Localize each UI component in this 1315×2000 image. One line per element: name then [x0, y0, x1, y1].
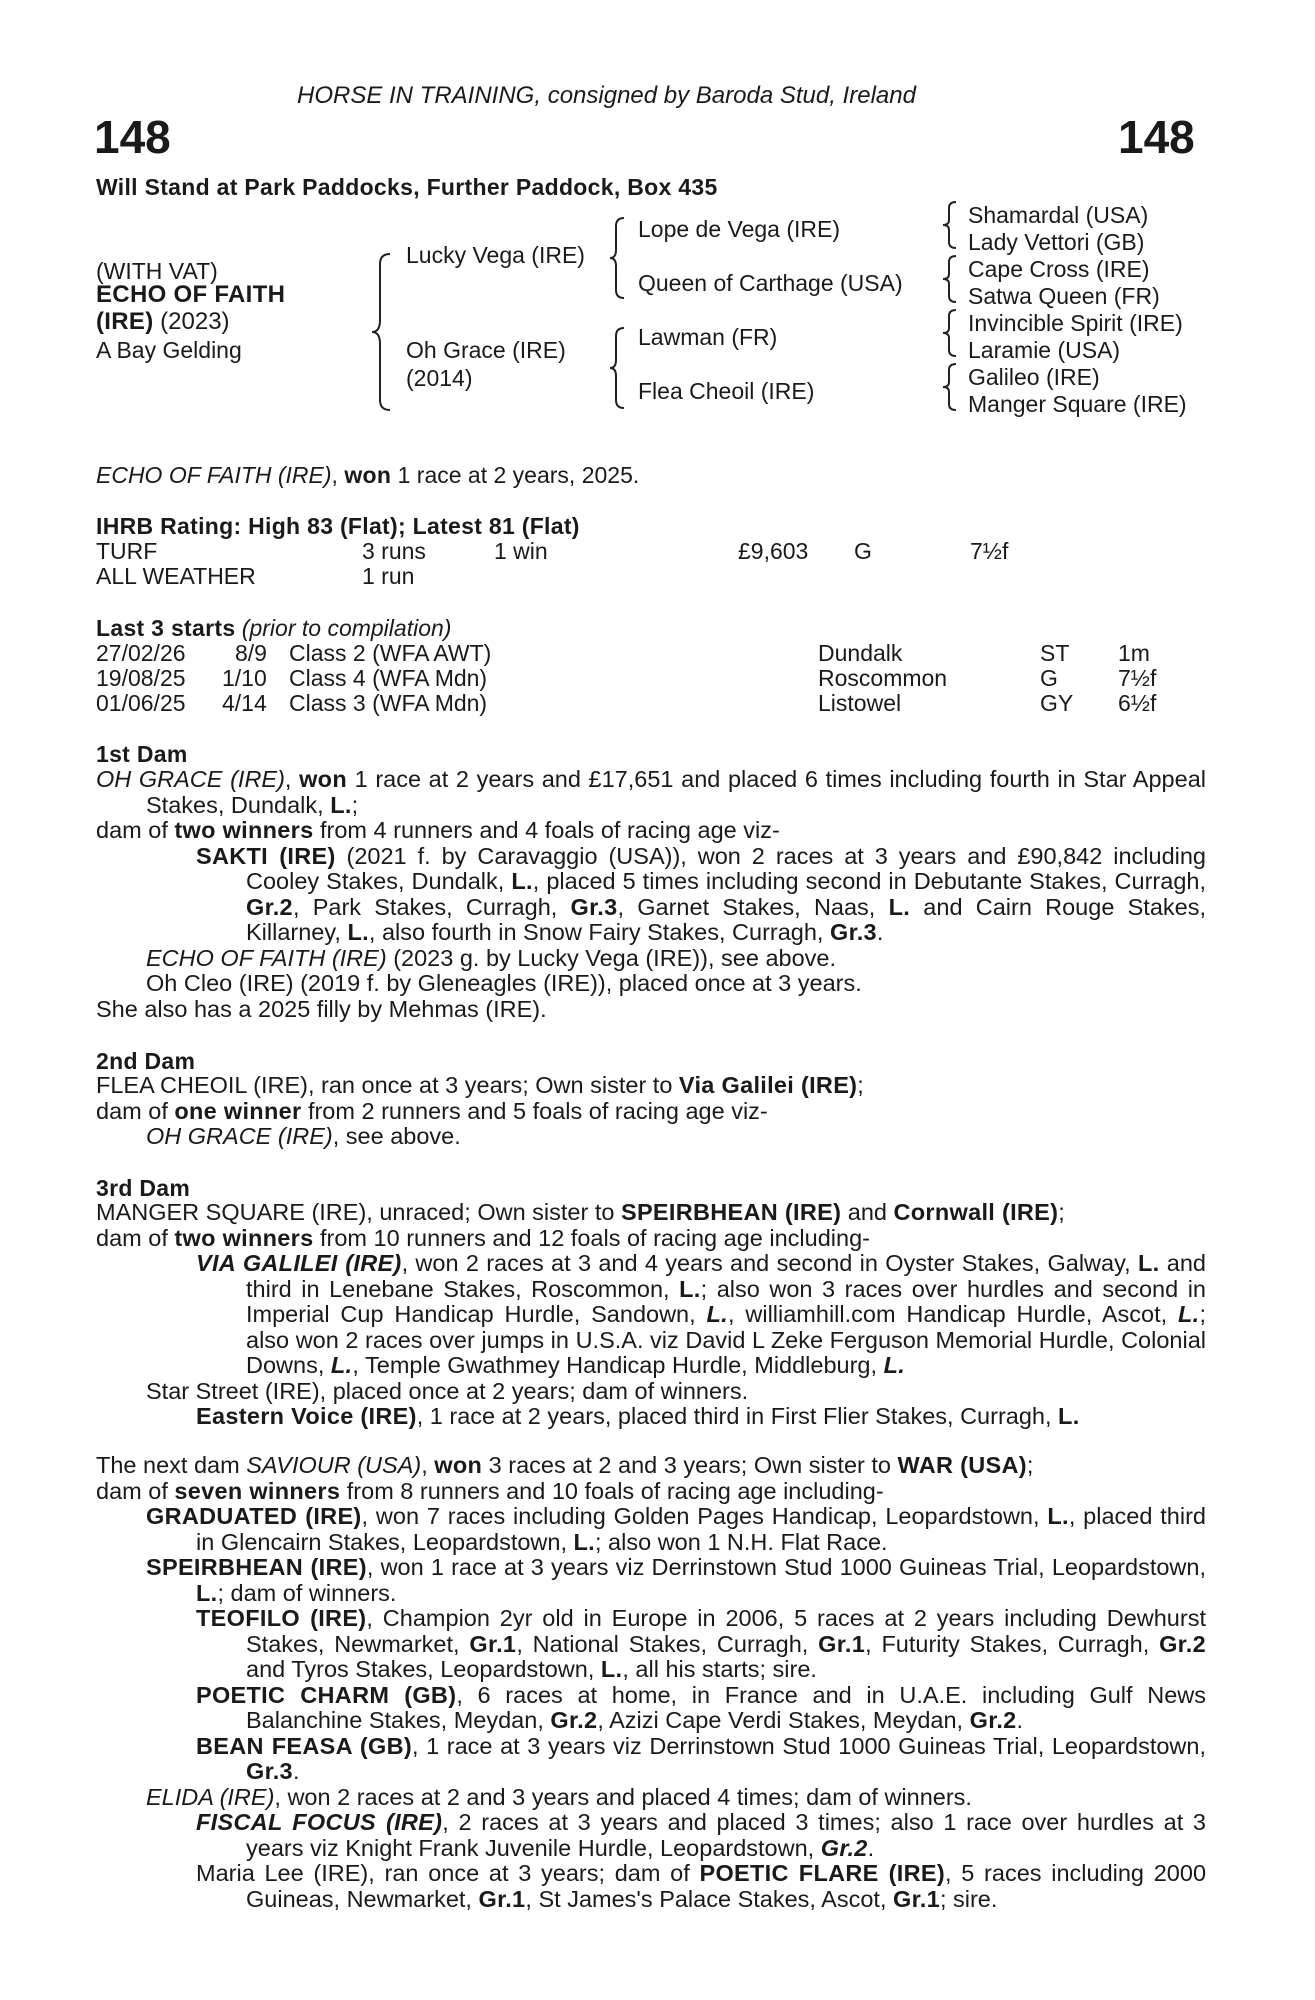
text: ; [1026, 1452, 1034, 1478]
text: from 4 runners and 4 foals of racing age viz- [313, 817, 780, 843]
horse-name: WAR (USA) [897, 1452, 1027, 1478]
second-dam-produce [96, 1099, 1206, 1125]
horse-origin: (IRE) [96, 308, 154, 335]
brace-ggp-1 [940, 200, 962, 250]
ggp-7: Galileo (IRE) [968, 364, 1100, 390]
grade: L. [330, 1352, 353, 1378]
grade: Gr.1 [478, 1885, 526, 1912]
grade: Gr.1 [469, 1630, 517, 1657]
third-dam-heading: 3rd Dam [96, 1175, 191, 1201]
horse-name: Eastern Voice (IRE) [196, 1403, 417, 1429]
text: , Garnet Stakes, Naas, [617, 893, 889, 920]
text: ; [857, 1072, 864, 1098]
start-distance: 7½f [1118, 665, 1157, 691]
produce-star-street: Star Street (IRE), placed once at 2 years; dam of winners. [146, 1377, 749, 1404]
text: . [1016, 1707, 1024, 1733]
horse-name: SPEIRBHEAN (IRE) [146, 1554, 367, 1580]
grade: Gr.2 [820, 1834, 868, 1861]
grade: Gr.3 [829, 919, 877, 945]
rating-wins: 1 win [494, 538, 548, 564]
summary-won: won [344, 462, 392, 488]
third-dam-produce [96, 1226, 1206, 1252]
text: dam of [96, 1224, 175, 1251]
pedigree-brace-main [368, 252, 398, 412]
ggp-3: Cape Cross (IRE) [968, 256, 1150, 282]
start-date: 01/06/25 [96, 690, 186, 716]
produce-graduated [96, 1504, 1206, 1555]
produce-fiscal-focus [96, 1810, 1206, 1861]
winners-count: two winners [174, 817, 314, 843]
grade: L. [196, 1579, 218, 1606]
text: , Futurity Stakes, Curragh, [865, 1630, 1160, 1657]
rating-runs: 3 runs [362, 538, 426, 564]
grade: L. [330, 791, 352, 818]
lot-number-left: 148 [94, 111, 171, 163]
ggp-4: Satwa Queen (FR) [968, 283, 1160, 309]
text: , [421, 1452, 435, 1478]
grade: Gr.2 [969, 1707, 1017, 1733]
grade: L. [883, 1352, 906, 1378]
text: , all his starts; sire. [622, 1656, 817, 1682]
horse-name: GRADUATED (IRE) [146, 1503, 362, 1529]
rating-prize: £9,603 [738, 538, 809, 564]
second-dam-entry [96, 1073, 1206, 1099]
start-race: Class 4 (WFA Mdn) [289, 665, 488, 691]
next-dam-produce [96, 1479, 1206, 1505]
text: ; dam of winners. [217, 1579, 397, 1606]
horse-name: SPEIRBHEAN (IRE) [620, 1199, 842, 1225]
granddam-paternal: Queen of Carthage (USA) [638, 270, 903, 296]
start-going: G [1040, 665, 1058, 691]
grade: L. [1058, 1403, 1080, 1429]
horse-name: SAVIOUR (USA) [246, 1452, 422, 1478]
start-race: Class 2 (WFA AWT) [289, 640, 492, 666]
text: , 6 races at home, in France and in U.A.E. including Gulf News Balanchine Stakes, Meydan, [246, 1681, 1206, 1733]
text: , placed 5 times including second in Debutante Stakes, Curragh, [532, 868, 1206, 894]
horse-year: (2023) [153, 308, 230, 335]
text: MANGER SQUARE (IRE), unraced; Own sister to [96, 1199, 621, 1225]
text: ; [1058, 1199, 1065, 1225]
last-starts-note: (prior to compilation) [235, 615, 452, 641]
text: , 1 race at 2 years, placed third in First Flier Stakes, Curragh, [416, 1403, 1059, 1429]
produce-filly: She also has a 2025 filly by Mehmas (IRE). [96, 995, 547, 1022]
third-dam-entry [96, 1200, 1206, 1226]
text: . [876, 919, 884, 945]
sire: Lucky Vega (IRE) [406, 242, 585, 268]
start-date: 19/08/25 [96, 665, 186, 691]
text: , Azizi Cape Verdi Stakes, Meydan, [597, 1707, 970, 1733]
start-race: Class 3 (WFA Mdn) [289, 690, 488, 716]
text: and [841, 1199, 894, 1225]
second-dam-heading: 2nd Dam [96, 1048, 196, 1074]
horse-name: Via Galilei (IRE) [678, 1072, 858, 1098]
start-position: 8/9 [235, 640, 267, 666]
start-course: Listowel [818, 690, 902, 716]
text: ; sire. [939, 1885, 998, 1912]
grade: Gr.2 [246, 893, 293, 920]
rating-surface: ALL WEATHER [96, 563, 256, 589]
text: , Park Stakes, Curragh, [292, 893, 571, 920]
text: , won 1 race at 3 years viz Derrinstown Stud 1000 Guineas Trial, Leopardstown, [366, 1554, 1206, 1580]
text: FLEA CHEOIL (IRE), ran once at 3 years; Own sister to [96, 1072, 679, 1098]
grandsire-maternal: Lawman (FR) [638, 324, 778, 350]
horse-name: FISCAL FOCUS (IRE) [196, 1809, 443, 1835]
text: , williamhill.com Handicap Hurdle, Ascot, [728, 1301, 1178, 1327]
grade: L. [679, 1275, 701, 1302]
produce-eastern-voice [96, 1404, 1206, 1430]
horse-name: OH GRACE (IRE) [146, 1123, 333, 1149]
produce-speirbhean [96, 1555, 1206, 1606]
produce-teofilo [96, 1606, 1206, 1683]
produce-via-galilei [96, 1251, 1206, 1379]
horse-name: SAKTI (IRE) [196, 842, 336, 869]
winners-count: one winner [174, 1097, 302, 1124]
text: ; also won 2 races over jumps in U.S.A. viz David L Zeke Ferguson Memorial Hurdle, Colonial Downs, [246, 1301, 1206, 1378]
horse-name: ELIDA (IRE) [146, 1783, 275, 1810]
rating-heading: IHRB Rating: High 83 (Flat); Latest 81 (Flat) [96, 513, 580, 539]
start-course: Roscommon [818, 665, 948, 691]
grade: L. [1137, 1250, 1160, 1276]
brace-ggp-4 [940, 362, 962, 412]
produce-oh-cleo: Oh Cleo (IRE) (2019 f. by Gleneagles (IRE)), placed once at 3 years. [146, 970, 862, 996]
dam: Oh Grace (IRE) [406, 337, 566, 363]
text: dam of [96, 1097, 175, 1124]
start-going: GY [1040, 690, 1074, 716]
text: dam of [96, 817, 175, 843]
text: and third in Lenebane Stakes, Roscommon, [246, 1250, 1206, 1302]
last-starts-heading [96, 615, 451, 641]
ggp-8: Manger Square (IRE) [968, 391, 1187, 417]
winners-count: seven winners [174, 1477, 341, 1504]
grade: Gr.2 [1159, 1630, 1206, 1657]
next-dam-section [96, 1453, 1206, 1912]
rating-surface: TURF [96, 538, 158, 564]
produce-bean-feasa [96, 1734, 1206, 1785]
won-label: won [299, 766, 347, 792]
text: from 2 runners and 5 foals of racing age viz- [301, 1097, 768, 1124]
grade: L. [347, 919, 369, 945]
ggp-5: Invincible Spirit (IRE) [968, 310, 1183, 336]
brace-ggp-3 [940, 308, 962, 358]
lot-number-right: 148 [1118, 111, 1195, 163]
ggp-2: Lady Vettori (GB) [968, 229, 1145, 255]
consignment-line: HORSE IN TRAINING, consigned by Baroda Stud, Ireland [297, 82, 916, 109]
ggp-1: Shamardal (USA) [968, 202, 1149, 228]
granddam-maternal: Flea Cheoil (IRE) [638, 378, 815, 404]
text: , Champion 2yr old in Europe in 2006, 5 races at 2 years including Dewhurst Stakes, Newmarket, [246, 1605, 1206, 1657]
produce-oh-grace [96, 1124, 1206, 1150]
start-going: ST [1040, 640, 1070, 666]
second-dam-section [96, 1073, 1206, 1150]
text: ; also won 1 N.H. Flat Race. [595, 1528, 888, 1555]
text: , won 2 races at 3 and 4 years and second in Oyster Stakes, Galway, [401, 1250, 1138, 1276]
text: , see above. [332, 1123, 461, 1149]
grade: L. [888, 893, 911, 920]
horse-name: Cornwall (IRE) [893, 1199, 1059, 1225]
first-dam-entry [96, 767, 1206, 818]
vat-label: (WITH VAT) [96, 258, 218, 284]
location-line: Will Stand at Park Paddocks, Further Paddock, Box 435 [96, 174, 718, 200]
text: Maria Lee (IRE), ran once at 3 years; dam of [196, 1860, 700, 1886]
text: , St James's Palace Stakes, Ascot, [525, 1885, 894, 1912]
rating-runs: 1 run [362, 563, 415, 589]
text: from 10 runners and 12 foals of racing age including- [313, 1224, 870, 1251]
grade: L. [706, 1301, 728, 1327]
start-position: 1/10 [222, 665, 267, 691]
horse-description: A Bay Gelding [96, 337, 242, 363]
text: ; also won 3 races over hurdles and second in Imperial Cup Handicap Hurdle, Sandown, [246, 1275, 1206, 1327]
third-dam-section [96, 1200, 1206, 1430]
text: , National Stakes, Curragh, [516, 1630, 819, 1657]
start-distance: 6½f [1118, 690, 1157, 716]
horse-name: ECHO OF FAITH [96, 281, 286, 308]
race-summary: ECHO OF FAITH (IRE), won 1 race at 2 years, 2025. [96, 462, 640, 488]
text: dam of [96, 1477, 175, 1504]
produce-sakti [96, 844, 1206, 946]
text: , Temple Gwathmey Handicap Hurdle, Middleburg, [352, 1352, 884, 1378]
brace-sire-line [606, 216, 630, 300]
grade: L. [573, 1528, 595, 1555]
produce-maria-lee [96, 1861, 1206, 1912]
sep: ; [351, 791, 359, 818]
text: (2021 f. by Caravaggio (USA)), won 2 races at 3 years and £90,842 including Cooley Stakes, Dundalk, [246, 842, 1207, 894]
start-distance: 1m [1118, 640, 1150, 666]
grade: Gr.2 [550, 1707, 598, 1733]
horse-name: TEOFILO (IRE) [196, 1605, 367, 1631]
grade: Gr.3 [246, 1758, 293, 1784]
grandsire-paternal: Lope de Vega (IRE) [638, 216, 841, 242]
first-dam-section [96, 767, 1206, 1022]
grade: L. [600, 1656, 623, 1682]
record: 1 race at 2 years and £17,651 and placed 6 times including fourth in Star Appeal Stakes, Dundalk, [146, 766, 1206, 818]
horse-name: POETIC CHARM (GB) [196, 1681, 457, 1708]
horse-name: BEAN FEASA (GB) [196, 1732, 412, 1759]
dam-year: (2014) [406, 365, 473, 391]
dam-name: OH GRACE (IRE) [96, 766, 285, 792]
text: . [292, 1758, 300, 1784]
summary-rest: 1 race at 2 years, 2025. [391, 462, 640, 488]
grade: Gr.1 [893, 1885, 940, 1912]
rating-going: G [854, 538, 872, 564]
text: , 2 races at 3 years and placed 3 times; also 1 race over hurdles at 3 years viz Knight Frank Juvenile Hurdle, Leopardstown, [246, 1809, 1206, 1861]
start-date: 27/02/26 [96, 640, 186, 666]
produce-poetic-charm [96, 1683, 1206, 1734]
text: , won 7 races including Golden Pages Handicap, Leopardstown, [361, 1503, 1048, 1529]
text: . [867, 1834, 875, 1861]
first-dam-produce [96, 818, 1206, 844]
grade: L. [1047, 1503, 1069, 1529]
text: , 5 races including 2000 Guineas, Newmarket, [246, 1860, 1207, 1912]
text: from 8 runners and 10 foals of racing age including- [340, 1477, 884, 1504]
text: and Tyros Stakes, Leopardstown, [246, 1656, 601, 1682]
winners-count: two winners [174, 1224, 314, 1251]
text: , 1 race at 3 years viz Derrinstown Stud 1000 Guineas Trial, Leopardstown, [411, 1732, 1207, 1759]
text: , also fourth in Snow Fairy Stakes, Curragh, [368, 919, 830, 945]
brace-ggp-2 [940, 254, 962, 304]
horse-origin-year [96, 309, 230, 335]
rating-distance: 7½f [970, 538, 1009, 564]
text: (2023 g. by Lucky Vega (IRE)), see above. [386, 944, 837, 971]
brace-dam-line [606, 326, 630, 410]
text: and Cairn Rouge Stakes, Killarney, [246, 893, 1206, 945]
next-dam-entry [96, 1453, 1206, 1479]
ggp-6: Laramie (USA) [968, 337, 1121, 363]
grade: Gr.3 [570, 893, 618, 920]
text: , won 2 races at 2 and 3 years and placed 4 times; dam of winners. [274, 1783, 972, 1810]
grade: L. [1177, 1301, 1200, 1327]
grade: Gr.1 [818, 1630, 866, 1657]
grade: L. [511, 868, 533, 894]
won-label: won [434, 1452, 483, 1478]
last-starts-title: Last 3 starts [96, 615, 236, 641]
horse-name: VIA GALILEI (IRE) [196, 1250, 402, 1276]
text: , placed third in Glencairn Stakes, Leopardstown, [196, 1503, 1206, 1555]
horse-name: ECHO OF FAITH (IRE) [146, 944, 387, 971]
produce-echo [96, 946, 1206, 972]
start-course: Dundalk [818, 640, 903, 666]
summary-name: ECHO OF FAITH (IRE) [96, 462, 332, 488]
text: 3 races at 2 and 3 years; Own sister to [482, 1452, 898, 1478]
produce-elida [96, 1785, 1206, 1811]
first-dam-heading: 1st Dam [96, 741, 188, 767]
sep: , [284, 766, 300, 792]
horse-name: POETIC FLARE (IRE) [699, 1860, 945, 1886]
start-position: 4/14 [222, 690, 267, 716]
text: The next dam [96, 1452, 247, 1478]
